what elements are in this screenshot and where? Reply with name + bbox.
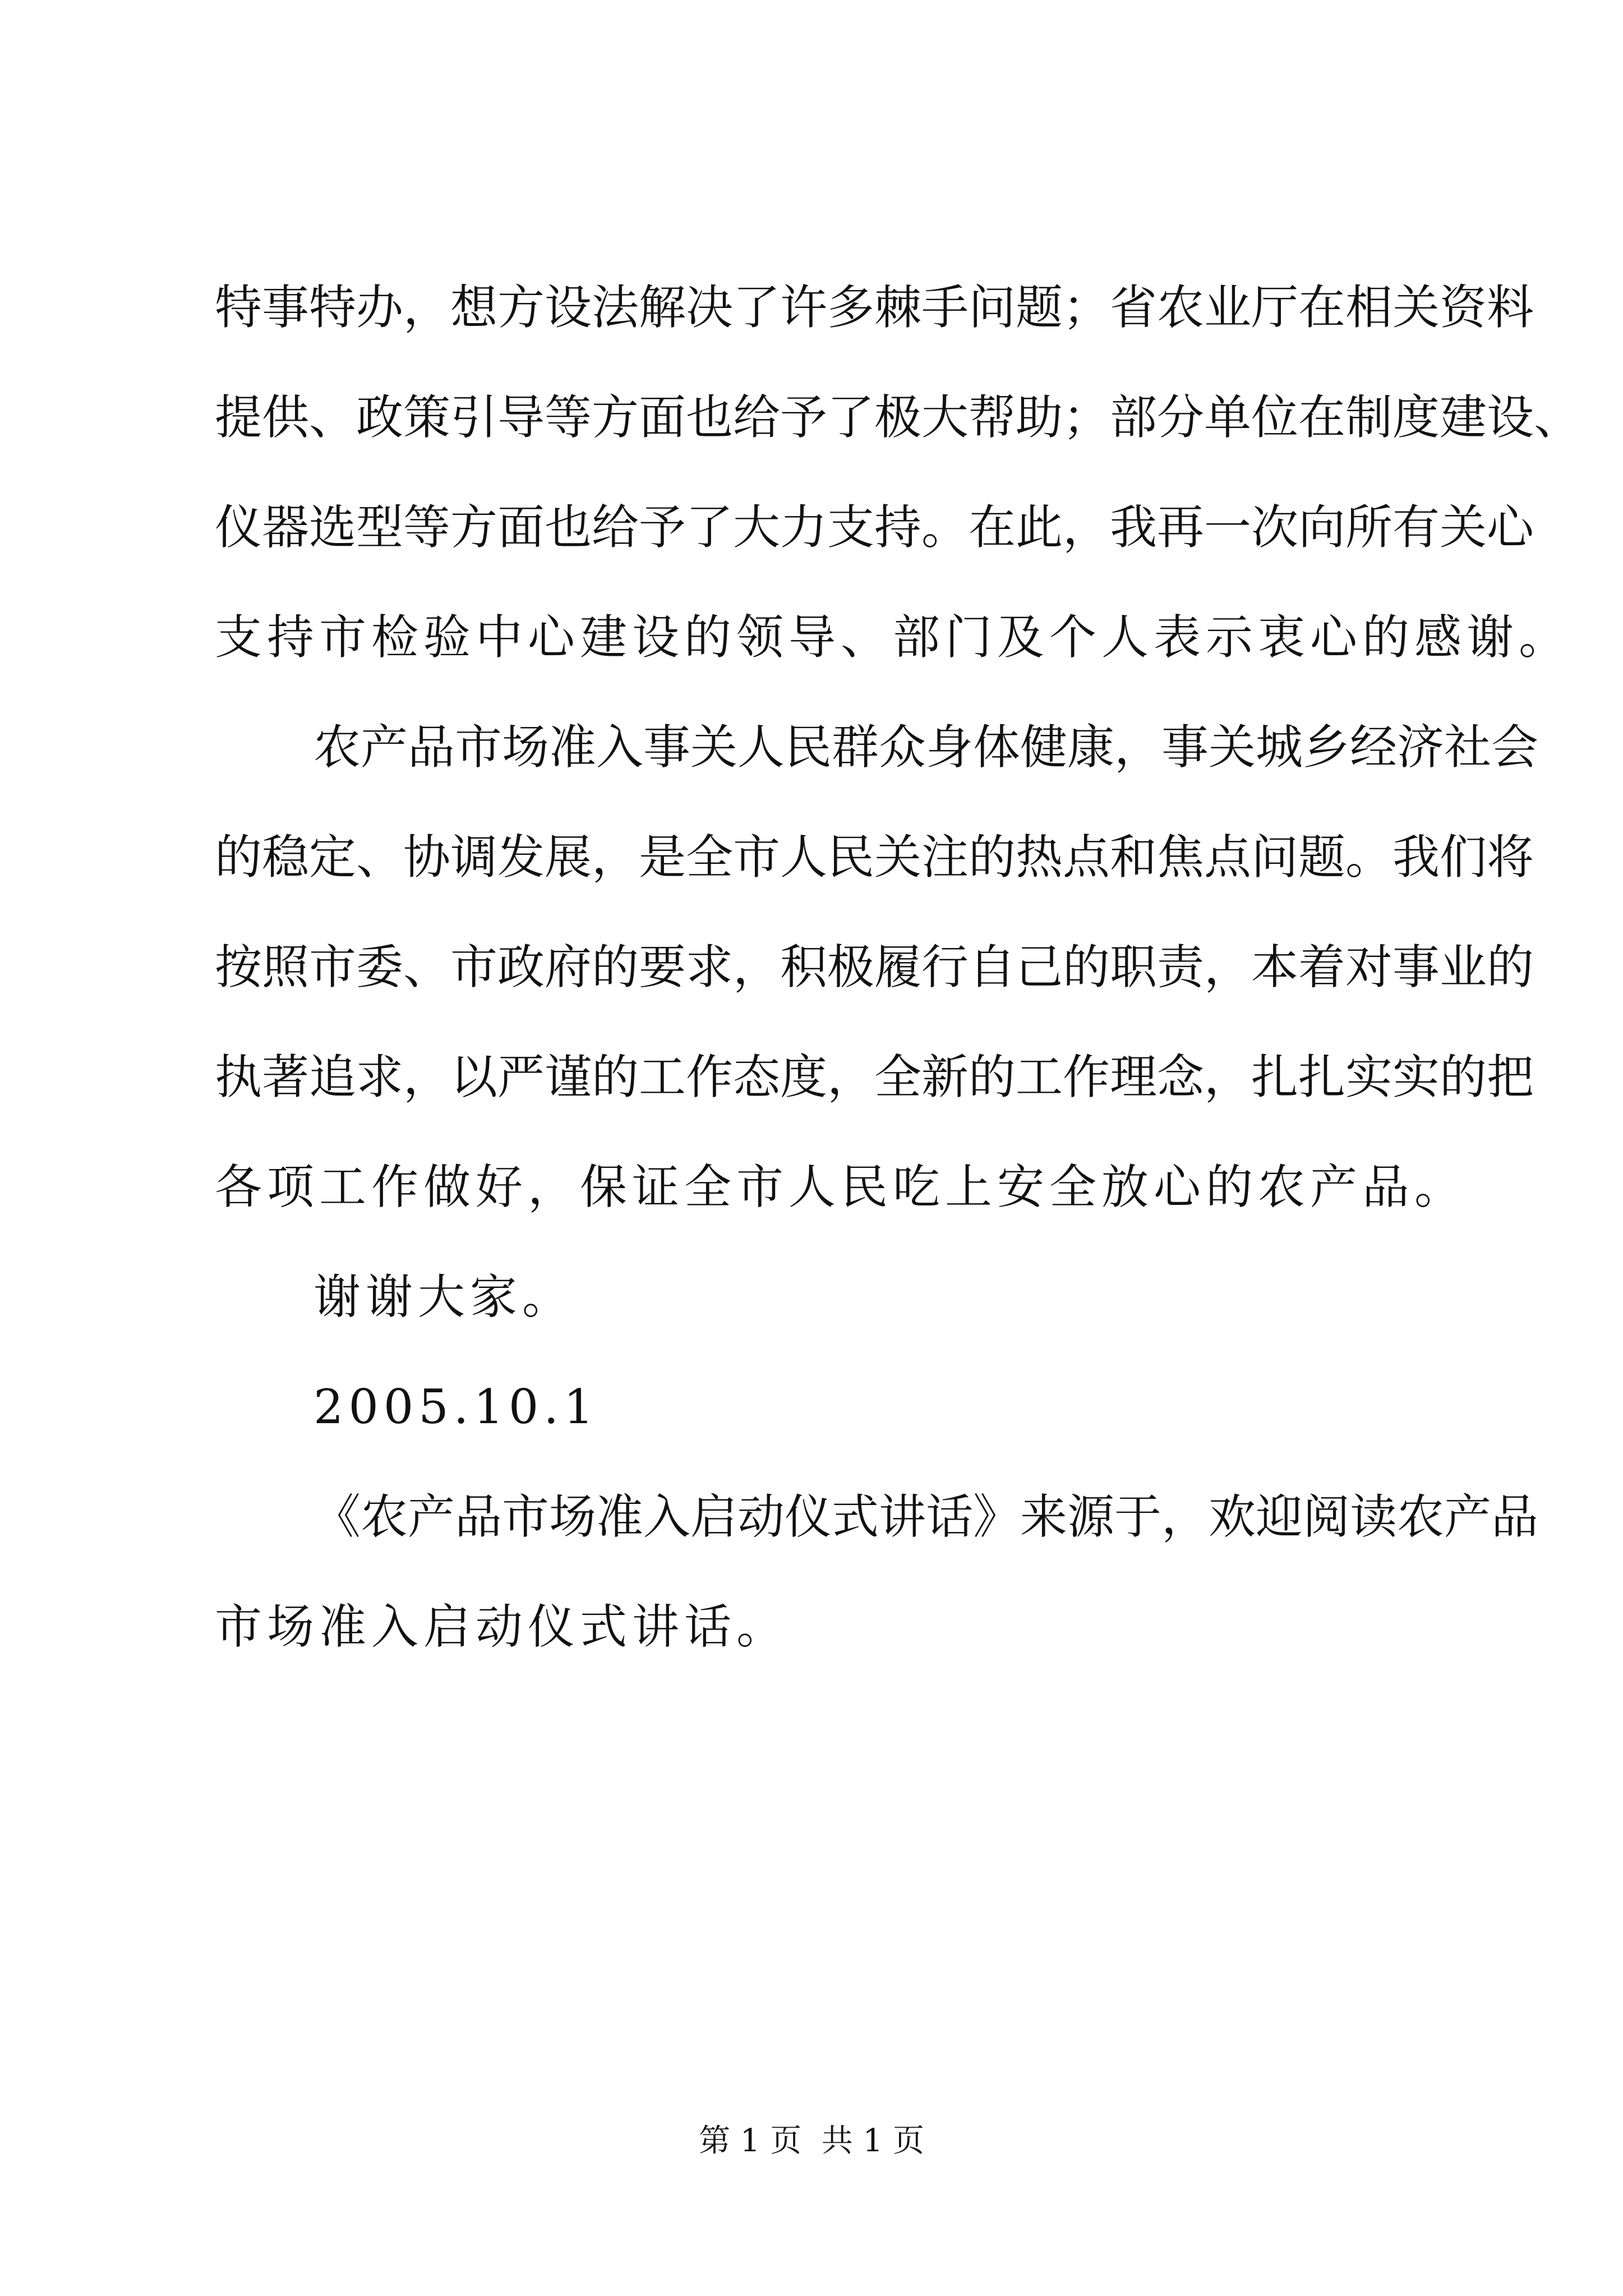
date-line: 2005.10.1 — [313, 1379, 599, 1434]
page-number-footer: 第 1 页 共 1 页 — [698, 2123, 925, 2159]
text-line: 提供、政策引导等方面也给予了极大帮助；部分单位在制度建设、 — [215, 390, 1581, 445]
text-line: 的稳定、协调发展，是全市人民关注的热点和焦点问题。我们将 — [215, 830, 1534, 885]
paragraph-commitment — [215, 692, 1539, 1242]
text-line: 特事特办，想方设法解决了许多棘手问题；省农业厅在相关资料 — [215, 280, 1534, 335]
document-body — [215, 252, 1581, 1682]
source-note — [215, 1462, 1539, 1682]
text-line: 仪器选型等方面也给予了大力支持。在此，我再一次向所有关心 — [215, 500, 1534, 555]
text-line: 市场准入启动仪式讲话。 — [215, 1599, 789, 1654]
text-line: 各项工作做好，保证全市人民吃上安全放心的农产品。 — [215, 1159, 1467, 1214]
text-line: 农产品市场准入事关人民群众身体健康，事关城乡经济社会 — [313, 720, 1539, 775]
text-line: 执著追求，以严谨的工作态度，全新的工作理念，扎扎实实的把 — [215, 1050, 1534, 1105]
text-line: 支持市检验中心建设的领导、部门及个人表示衷心的感谢。 — [215, 610, 1571, 665]
closing-line: 谢谢大家。 — [313, 1269, 575, 1324]
text-line: 《农产品市场准入启动仪式讲话》来源于，欢迎阅读农产品 — [313, 1489, 1539, 1544]
paragraph-thanks-continued — [215, 252, 1581, 692]
text-line: 按照市委、市政府的要求，积极履行自己的职责，本着对事业的 — [215, 940, 1534, 995]
